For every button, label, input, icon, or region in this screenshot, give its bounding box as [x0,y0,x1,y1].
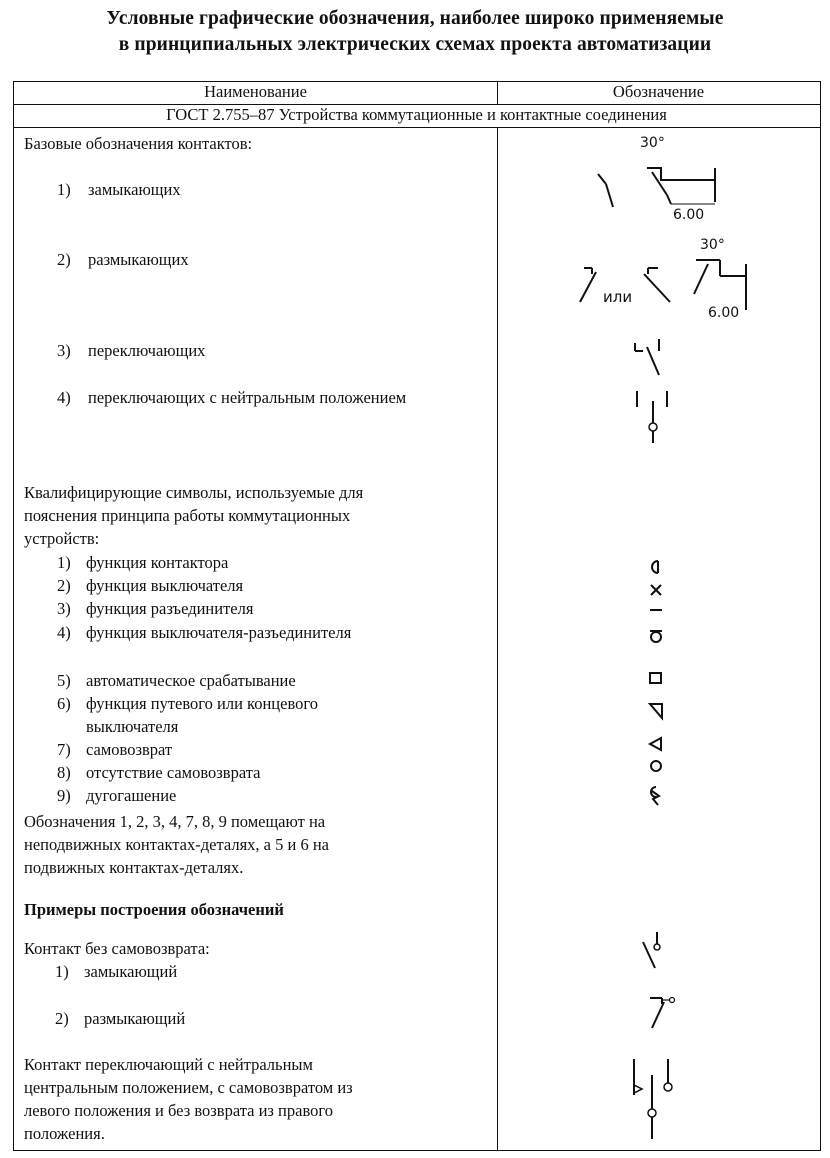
basic-item-4-text: переключающих с нейтральным положением [88,388,407,407]
make-contact-symbol [585,128,745,228]
qualifier-6-text: функция путевого или концевого [86,694,318,713]
example-2-num: 2) [55,1009,69,1028]
changeover-neutral-symbol [625,385,675,445]
page-subtitle: в принципиальных электрических схемах проекта автоматизации [118,34,712,55]
basic-item-2-text: размыкающих [88,250,189,269]
basic-item-2-num: 2) [57,250,71,269]
example-changeover-neutral-symbol [622,1055,682,1140]
size-label: 6.00 [673,207,705,223]
qualifier-9-text: дугогашение [86,786,177,805]
size-label-2: 6.00 [708,305,740,321]
basic-item-3-num: 3) [57,341,71,360]
qualifier-1-num: 1) [57,553,71,572]
qualifier-3-text: функция разъединителя [86,599,254,618]
column-header-symbol: Обозначение [612,82,705,101]
section-title: ГОСТ 2.755–87 Устройства коммутационные и контактные соединения [166,105,667,124]
angle-label-2: 30° [700,237,725,253]
arc-quenching-icon [646,785,666,809]
page-title: Условные графические обозначения, наиболее широко применяемые [106,8,724,29]
qualifier-6-text-2: выключателя [86,717,179,736]
basic-item-1-num: 1) [57,180,71,199]
breaker-cross-icon [646,580,666,600]
qualifier-6-num: 6) [57,694,71,713]
qualifier-4-num: 4) [57,623,71,642]
limit-switch-triangle-icon [646,700,666,724]
qualifier-7-num: 7) [57,740,71,759]
switch-example-line-1: Контакт переключающий с нейтральным [24,1055,313,1074]
table-bottom-rule [13,1150,820,1151]
qualifier-8-num: 8) [57,763,71,782]
examples-contact-heading: Контакт без самовозврата: [24,939,210,958]
qualifiers-heading-line-1: Квалифицирующие символы, используемые для [24,483,364,502]
basic-item-3-text: переключающих [88,341,206,360]
changeover-contact-symbol [625,335,675,385]
column-header-name: Наименование [204,82,307,101]
switch-disconnector-icon [646,626,666,646]
qualifier-3-num: 3) [57,599,71,618]
qualifiers-note-line-1: Обозначения 1, 2, 3, 4, 7, 8, 9 помещают на [24,812,326,831]
angle-label: 30° [640,135,665,151]
qualifier-7-text: самовозврат [86,740,173,759]
example-1-num: 1) [55,962,69,981]
qualifiers-note-line-2: неподвижных контактах-деталях, а 5 и 6 на [24,835,329,854]
qualifier-2-num: 2) [57,576,71,595]
or-label: или [603,288,633,306]
qualifiers-heading-line-3: устройств: [24,529,100,548]
switch-example-line-2: центральным положением, с самовозвратом из [24,1078,353,1097]
example-make-no-return-symbol [635,930,675,975]
qualifier-9-num: 9) [57,786,71,805]
qualifier-5-num: 5) [57,671,71,690]
contactor-semicircle-icon [646,558,666,578]
examples-heading: Примеры построения обозначений [24,900,284,919]
qualifiers-note-line-3: подвижных контактах-деталях. [24,858,244,877]
basic-item-4-num: 4) [57,388,71,407]
qualifiers-heading-line-2: пояснения принципа работы коммутационных [24,506,351,525]
switch-example-line-4: положения. [24,1124,105,1143]
qualifier-4-text: функция выключателя-разъединителя [86,623,352,642]
switch-example-line-3: левого положения и без возврата из правого [24,1101,333,1120]
qualifier-2-text: функция выключателя [86,576,244,595]
example-1-text: замыкающий [84,962,178,981]
break-contact-symbol [570,230,770,330]
no-self-return-circle-icon [646,756,666,776]
qualifier-5-text: автоматическое срабатывание [86,671,296,690]
basic-heading: Базовые обозначения контактов: [24,134,253,153]
qualifier-8-text: отсутствие самовозврата [86,763,261,782]
basic-item-1-text: замыкающих [88,180,181,199]
example-break-no-return-symbol [640,990,690,1035]
disconnector-dash-icon [646,600,666,620]
self-return-triangle-icon [646,734,666,754]
automatic-square-icon [646,668,666,688]
column-divider [497,127,498,1150]
example-2-text: размыкающий [84,1009,186,1028]
qualifier-1-text: функция контактора [86,553,229,572]
